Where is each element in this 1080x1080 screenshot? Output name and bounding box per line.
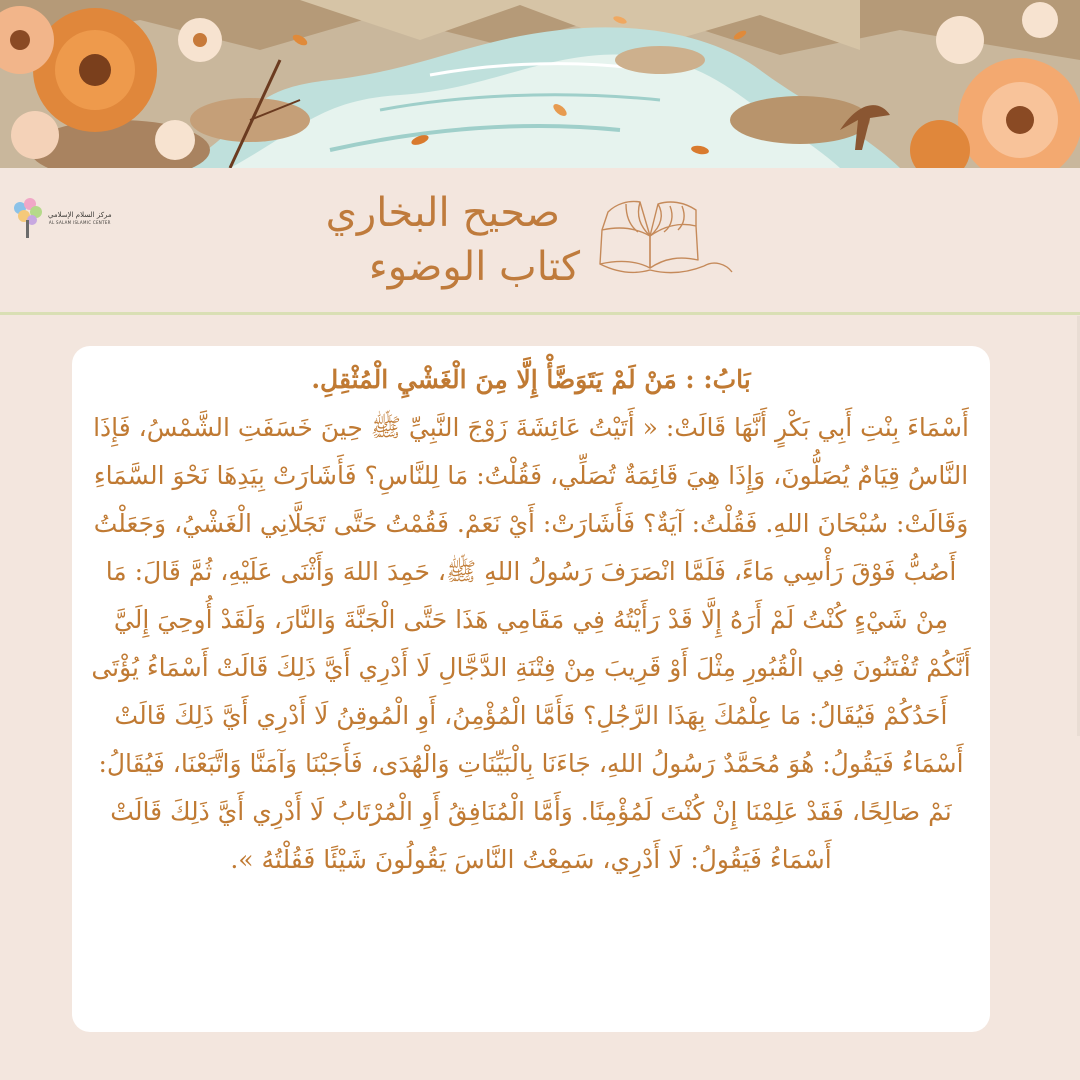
title-line-2: كتاب الوضوء <box>368 244 580 290</box>
center-logo <box>10 196 120 240</box>
open-book-icon <box>580 190 740 290</box>
header-divider <box>0 312 1080 315</box>
chapter-heading: بَابُ: : مَنْ لَمْ يَتَوَضَّأْ إِلَّا مِنَ الْغَشْيِ الْمُثْقِلِ. <box>311 365 751 394</box>
hadith-body: أَسْمَاءَ بِنْتِ أَبِي بَكْرٍ أَنَّهَا قَالَتْ: « أَتَيْتُ عَائِشَةَ زَوْجَ النَّبِيِّ ﷺ حِينَ خَسَفَتِ الشَّمْسُ، فَإِذَا النَّاسُ قِيَامٌ يُصَلُّونَ، وَإِذَا هِيَ قَائِمَةٌ تُصَلِّي، فَقُلْتُ: مَا لِلنَّاسِ؟ فَأَشَارَتْ بِيَدِهَا نَحْوَ السَّمَاءِ وَقَالَتْ: سُبْحَانَ اللهِ. فَقُلْتُ: آيَةٌ؟ فَأَشَارَتْ: أَيْ نَعَمْ. فَقُمْتُ حَتَّى تَجَلَّانِي الْغَشْيُ، وَجَعَلْتُ أَصُبُّ فَوْقَ رَأْسِي مَاءً، فَلَمَّا انْصَرَفَ رَسُولُ اللهِ ﷺ، حَمِدَ اللهَ وَأَثْنَى عَلَيْهِ، ثُمَّ قَالَ: مَا مِنْ شَيْءٍ كُنْتُ لَمْ أَرَهُ إِلَّا قَدْ رَأَيْتُهُ فِي مَقَامِي هَذَا حَتَّى الْجَنَّةَ وَالنَّارَ، وَلَقَدْ أُوحِيَ إِلَيَّ أَنَّكُمْ تُفْتَنُونَ فِي الْقُبُورِ مِثْلَ أَوْ قَرِيبَ مِنْ فِتْنَةِ الدَّجَّالِ لَا أَدْرِي أَيَّ ذَلِكَ قَالَتْ أَسْمَاءُ يُؤْتَى أَحَدُكُمْ فَيُقَالُ: مَا عِلْمُكَ بِهَذَا الرَّجُلِ؟ فَأَمَّا الْمُؤْمِنُ، أَوِ الْمُوقِنُ لَا أَدْرِي أَيَّ ذَلِكَ قَالَتْ أَسْمَاءُ فَيَقُولُ: هُوَ مُحَمَّدٌ رَسُولُ اللهِ، جَاءَنَا بِالْبَيِّنَاتِ وَالْهُدَى، فَأَجَبْنَا وَآمَنَّا وَاتَّبَعْنَا، فَيُقَالُ: نَمْ صَالِحًا، فَقَدْ عَلِمْنَا إِنْ كُنْتَ لَمُؤْمِنًا. وَأَمَّا الْمُنَافِقُ أَوِ الْمُرْتَابُ لَا أَدْرِي أَيَّ ذَلِكَ قَالَتْ أَسْمَاءُ فَيَقُولُ: لَا أَدْرِي، سَمِعْتُ النَّاسَ يَقُولُونَ شَيْئًا فَقُلْتُهُ ». <box>91 413 971 874</box>
logo-tree-icon <box>10 196 44 240</box>
logo-arabic-name: مركز السلام الإسلامي <box>48 211 112 219</box>
hadith-text-block <box>88 356 974 884</box>
page-title <box>240 186 580 296</box>
autumn-river-illustration <box>0 0 1080 168</box>
hadith-card <box>72 346 990 1032</box>
logo-english-name: AL SALAM ISLAMIC CENTER <box>48 220 111 225</box>
title-line-1: صحيح البخاري <box>325 190 560 236</box>
